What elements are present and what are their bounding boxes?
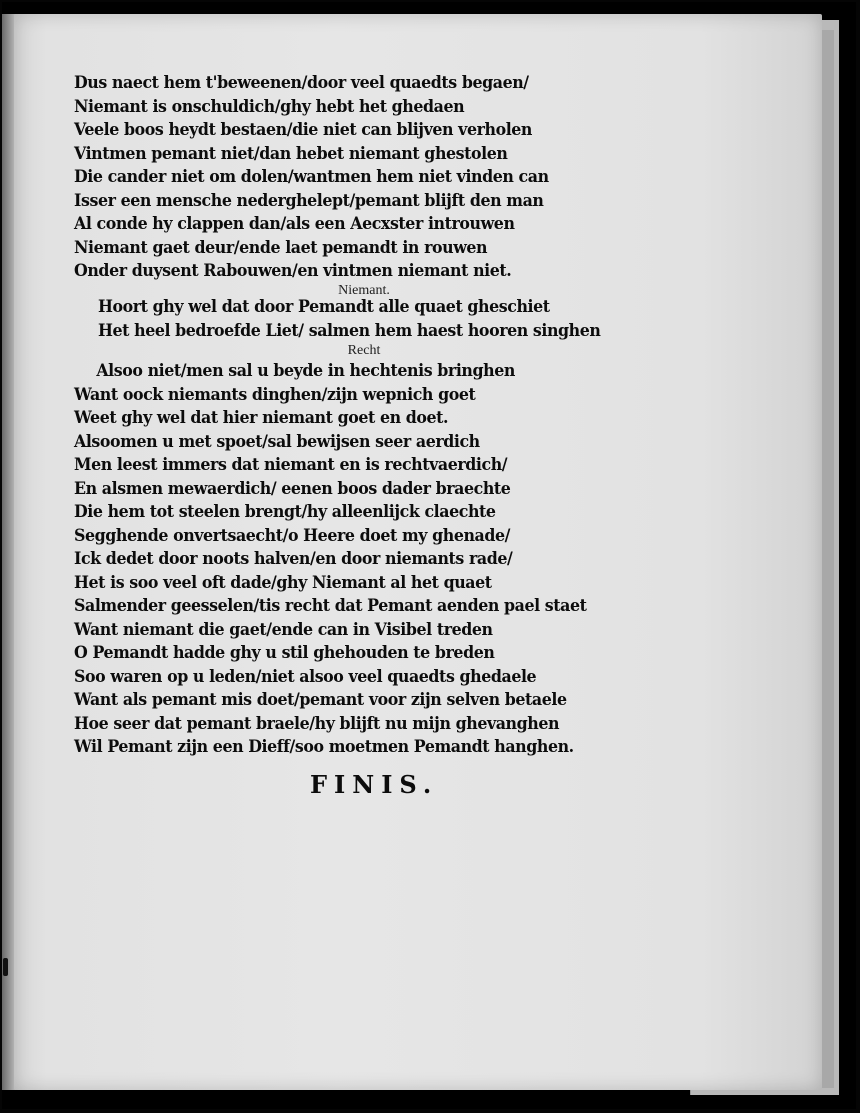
- speaker-heading-recht: Recht: [347, 343, 381, 358]
- verse-line: Hoe seer dat pemant braele/hy blijft nu mijn ghevanghen: [74, 713, 560, 734]
- verse-line: Al conde hy clappen dan/als een Aecxster introuwen: [74, 214, 515, 234]
- verse-line: Onder duysent Rabouwen/en vintmen niemant niet.: [74, 261, 512, 281]
- verse-line: Men leest immers dat niemant en is rechtvaerdich/: [74, 455, 508, 475]
- margin-mark: [3, 958, 8, 976]
- verse-line: Want als pemant mis doet/pemant voor zijn selven betaele: [74, 690, 567, 710]
- stanza-2: [98, 296, 638, 343]
- verse-line: Hoort ghy wel dat door Pemandt alle quaet gheschiet: [98, 297, 550, 317]
- stanza-1: [74, 72, 584, 284]
- verse-line: Wil Pemant zijn een Dieff/soo moetmen Pemandt hanghen.: [74, 737, 574, 757]
- verse-line: Die hem tot steelen brengt/hy alleenlijck claechte: [74, 502, 496, 522]
- verse-line: Het is soo veel oft dade/ghy Niemant al het quaet: [74, 572, 492, 593]
- verse-line: O Pemandt hadde ghy u stil ghehouden te breden: [74, 643, 495, 663]
- verse-line: Want niemant die gaet/ende can in Visibel treden: [74, 619, 493, 640]
- verse-line: Salmender geesselen/tis recht dat Pemant aenden pael staet: [74, 596, 587, 616]
- verse-line: Veele boos heydt bestaen/die niet can blijven verholen: [74, 120, 533, 140]
- verse-line: Soo waren op u leden/niet alsoo veel quaedts ghedaele: [74, 666, 537, 687]
- verse-line: Niemant is onschuldich/ghy hebt het ghedaen: [74, 96, 465, 117]
- verse-line: En alsmen mewaerdich/ eenen boos dader braechte: [74, 478, 511, 499]
- stanza-3: [74, 360, 625, 760]
- verse-line: Niemant gaet deur/ende laet pemandt in rouwen: [74, 237, 488, 258]
- verse-line: Die cander niet om dolen/wantmen hem niet vinden can: [74, 167, 549, 187]
- verse-line: Ick dedet door noots halven/en door niemants rade/: [74, 549, 513, 569]
- verse-line: Dus naect hem t'beweenen/door veel quaedts begaen/: [74, 73, 529, 93]
- verse-line: Weet ghy wel dat hier niemant goet en doet.: [74, 408, 449, 428]
- verse-line: Vintmen pemant niet/dan hebet niemant ghestolen: [74, 143, 508, 164]
- verse-line: Alsoomen u met spoet/sal bewijsen seer aerdich: [74, 431, 480, 452]
- speaker-heading-niemant: Niemant.: [338, 283, 390, 298]
- verse-line: Alsoo niet/men sal u beyde in hechtenis bringhen: [96, 361, 515, 381]
- verse-line: Isser een mensche nederghelept/pemant blijft den man: [74, 190, 544, 211]
- verse-line: Het heel bedroefde Liet/ salmen hem haest hooren singhen: [98, 320, 601, 341]
- finis-colophon: FINIS.: [310, 770, 439, 799]
- verse-line: Segghende onvertsaecht/o Heere doet my ghenade/: [74, 525, 511, 546]
- verse-line: Want oock niemants dinghen/zijn wepnich goet: [74, 384, 476, 405]
